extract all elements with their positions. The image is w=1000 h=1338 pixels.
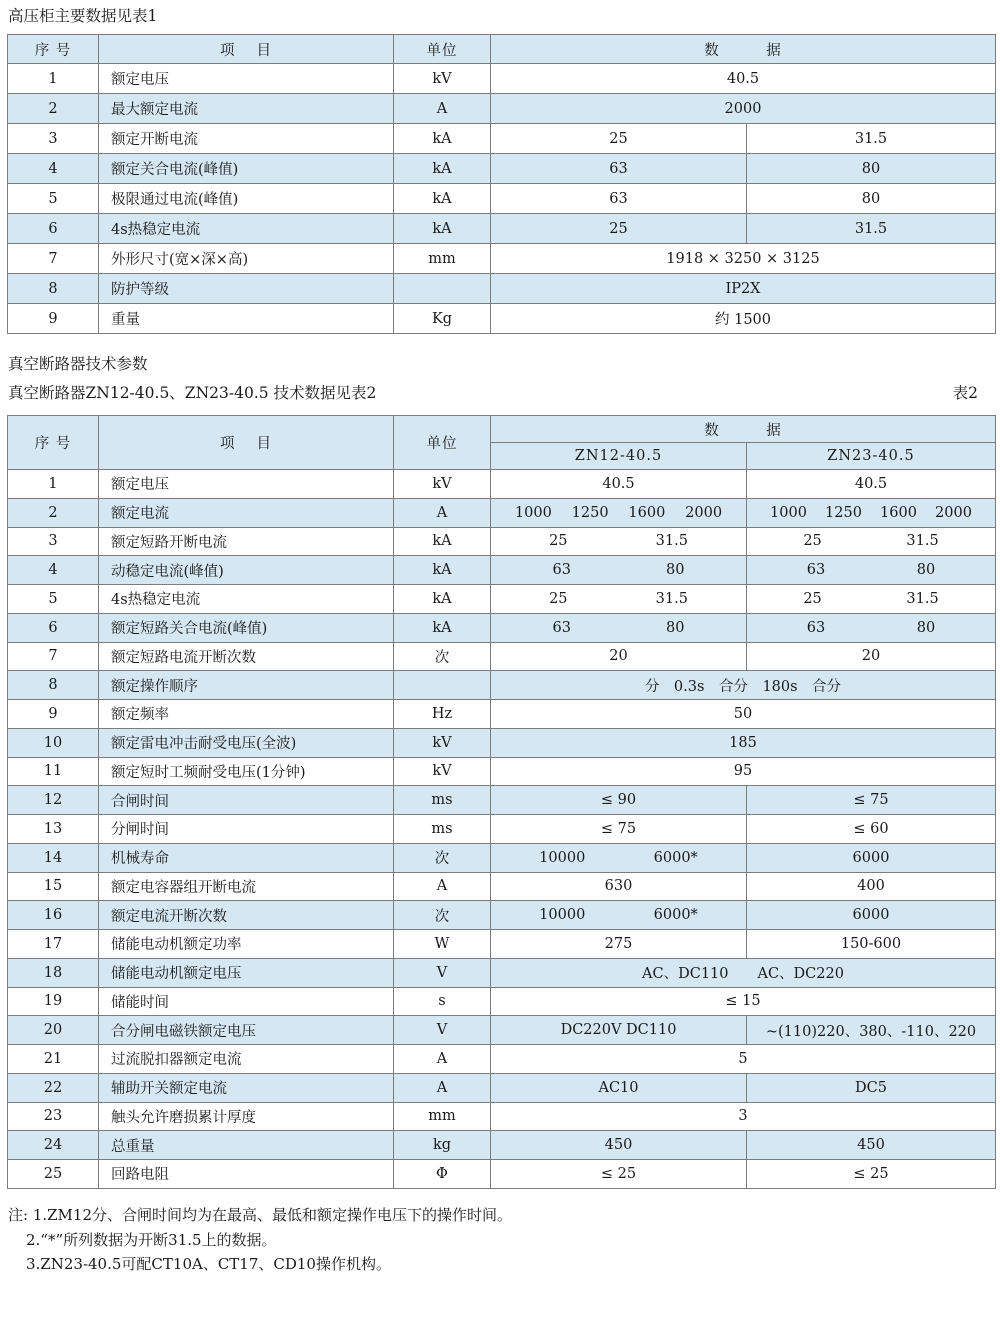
table-row bbox=[8, 872, 996, 901]
row-unit: ms bbox=[394, 815, 491, 844]
row-number: 11 bbox=[8, 757, 99, 786]
row-unit: Φ bbox=[394, 1160, 491, 1189]
row-number: 23 bbox=[8, 1102, 99, 1131]
row-item: 额定短路电流开断次数 bbox=[99, 642, 394, 671]
row-unit: A bbox=[394, 94, 491, 124]
row-item: 合闸时间 bbox=[99, 786, 394, 815]
row-unit: Hz bbox=[394, 700, 491, 729]
row-unit: 次 bbox=[394, 901, 491, 930]
row-value-b bbox=[747, 613, 996, 642]
row-value: 约 1500 bbox=[491, 304, 996, 334]
row-value: 2000 bbox=[491, 94, 996, 124]
row-value-b-part: 63 bbox=[806, 619, 826, 636]
row-unit: 次 bbox=[394, 642, 491, 671]
table-row bbox=[8, 642, 996, 671]
table-row bbox=[8, 304, 996, 334]
table-row bbox=[8, 498, 996, 527]
table-row bbox=[8, 527, 996, 556]
table2 bbox=[7, 415, 996, 1189]
row-item: 极限通过电流(峰值) bbox=[99, 184, 394, 214]
row-value-a-part: 31.5 bbox=[655, 590, 688, 607]
table-row bbox=[8, 470, 996, 499]
row-item: 额定短路关合电流(峰值) bbox=[99, 613, 394, 642]
row-value-a: 450 bbox=[491, 1131, 747, 1160]
row-value-a bbox=[491, 613, 747, 642]
row-item: 额定电压 bbox=[99, 64, 394, 94]
table-row bbox=[8, 94, 996, 124]
row-item: 回路电阻 bbox=[99, 1160, 394, 1189]
row-value: AC、DC110 AC、DC220 bbox=[491, 958, 996, 987]
row-unit: kV bbox=[394, 757, 491, 786]
table2-label: 表2 bbox=[952, 384, 978, 402]
table-row bbox=[8, 987, 996, 1016]
row-item: 额定电压 bbox=[99, 470, 394, 499]
row-value-a-part: 31.5 bbox=[655, 533, 688, 550]
table-row bbox=[8, 274, 996, 304]
row-unit: A bbox=[394, 1045, 491, 1074]
row-number: 14 bbox=[8, 843, 99, 872]
row-value-a-part: 25 bbox=[549, 533, 568, 550]
row-number: 12 bbox=[8, 786, 99, 815]
row-value: 分 0.3s 合分 180s 合分 bbox=[491, 671, 996, 700]
row-number: 24 bbox=[8, 1131, 99, 1160]
row-value-b-part: 1000 bbox=[770, 504, 807, 521]
row-value: 3 bbox=[491, 1102, 996, 1131]
table-row bbox=[8, 958, 996, 987]
row-unit: kV bbox=[394, 728, 491, 757]
table-row bbox=[8, 757, 996, 786]
row-item: 外形尺寸(宽×深×高) bbox=[99, 244, 394, 274]
row-value-b-part: 25 bbox=[803, 590, 822, 607]
row-value-a: ≤ 90 bbox=[491, 786, 747, 815]
header-unit: 单位 bbox=[394, 35, 491, 64]
row-value: 40.5 bbox=[491, 64, 996, 94]
row-number: 6 bbox=[8, 214, 99, 244]
table-row bbox=[8, 1160, 996, 1189]
row-value-a-part: 1600 bbox=[628, 504, 666, 521]
table-row bbox=[8, 901, 996, 930]
row-number: 3 bbox=[8, 124, 99, 154]
row-value-b-part: 31.5 bbox=[906, 533, 939, 550]
header-unit: 单位 bbox=[394, 416, 491, 470]
row-value-a bbox=[491, 556, 747, 585]
table2-header-row bbox=[8, 416, 996, 443]
row-value-a-part: 10000 bbox=[539, 849, 586, 866]
row-unit: kA bbox=[394, 184, 491, 214]
table1-header-row bbox=[8, 35, 996, 64]
row-value-b bbox=[747, 498, 996, 527]
row-value-a: ≤ 25 bbox=[491, 1160, 747, 1189]
row-value-b bbox=[747, 556, 996, 585]
table-row bbox=[8, 585, 996, 614]
row-value: 95 bbox=[491, 757, 996, 786]
row-number: 9 bbox=[8, 304, 99, 334]
row-item: 过流脱扣器额定电流 bbox=[99, 1045, 394, 1074]
row-value-b: 450 bbox=[747, 1131, 996, 1160]
row-number: 4 bbox=[8, 154, 99, 184]
table1-title: 高压柜主要数据见表1 bbox=[8, 7, 158, 25]
row-number: 2 bbox=[8, 498, 99, 527]
table-row bbox=[8, 815, 996, 844]
row-number: 1 bbox=[8, 470, 99, 499]
row-value-a: 63 bbox=[491, 154, 747, 184]
row-value-b: 40.5 bbox=[747, 470, 996, 499]
row-number: 13 bbox=[8, 815, 99, 844]
row-item: 重量 bbox=[99, 304, 394, 334]
row-value-a-part: 6000* bbox=[653, 849, 698, 866]
row-value-b-part: 63 bbox=[806, 562, 826, 579]
row-unit bbox=[394, 274, 491, 304]
row-value-b: ~(110)220、380、-110、220 bbox=[747, 1016, 996, 1045]
row-number: 2 bbox=[8, 94, 99, 124]
row-item: 额定电流 bbox=[99, 498, 394, 527]
row-value-b bbox=[747, 527, 996, 556]
row-value-a: AC10 bbox=[491, 1073, 747, 1102]
header-data: 数 据 bbox=[491, 416, 996, 443]
row-value-a: 630 bbox=[491, 872, 747, 901]
row-item: 额定操作顺序 bbox=[99, 671, 394, 700]
row-item: 机械寿命 bbox=[99, 843, 394, 872]
header-model-b: ZN23-40.5 bbox=[747, 443, 996, 470]
note-2: 2.“*”所列数据为开断31.5上的数据。 bbox=[26, 1230, 277, 1249]
row-number: 17 bbox=[8, 930, 99, 959]
table-row bbox=[8, 613, 996, 642]
row-item: 4s热稳定电流 bbox=[99, 214, 394, 244]
header-item: 项 目 bbox=[99, 416, 394, 470]
row-unit: kA bbox=[394, 585, 491, 614]
header-no: 序 号 bbox=[8, 35, 99, 64]
row-number: 8 bbox=[8, 671, 99, 700]
row-value-b bbox=[747, 585, 996, 614]
row-unit: W bbox=[394, 930, 491, 959]
row-value-a bbox=[491, 527, 747, 556]
row-number: 7 bbox=[8, 244, 99, 274]
row-unit: kV bbox=[394, 64, 491, 94]
row-value-a-part: 80 bbox=[666, 562, 685, 579]
row-value-a: 25 bbox=[491, 214, 747, 244]
row-item: 辅助开关额定电流 bbox=[99, 1073, 394, 1102]
row-unit: mm bbox=[394, 244, 491, 274]
header-item: 项 目 bbox=[99, 35, 394, 64]
row-value: IP2X bbox=[491, 274, 996, 304]
row-item: 额定电流开断次数 bbox=[99, 901, 394, 930]
row-unit: mm bbox=[394, 1102, 491, 1131]
row-value-b: 20 bbox=[747, 642, 996, 671]
row-value-a bbox=[491, 498, 747, 527]
table-row bbox=[8, 786, 996, 815]
row-item: 分闸时间 bbox=[99, 815, 394, 844]
table-row bbox=[8, 154, 996, 184]
row-value-a bbox=[491, 585, 747, 614]
header-model-a: ZN12-40.5 bbox=[491, 443, 747, 470]
row-value-b-part: 80 bbox=[916, 562, 936, 579]
row-item: 动稳定电流(峰值) bbox=[99, 556, 394, 585]
row-unit: Kg bbox=[394, 304, 491, 334]
row-item: 总重量 bbox=[99, 1131, 394, 1160]
table-row bbox=[8, 1016, 996, 1045]
table1 bbox=[7, 34, 996, 334]
row-unit: A bbox=[394, 498, 491, 527]
row-value-a-part: 80 bbox=[666, 619, 685, 636]
row-item: 储能时间 bbox=[99, 987, 394, 1016]
row-value-a-part: 63 bbox=[552, 562, 571, 579]
row-number: 1 bbox=[8, 64, 99, 94]
row-value-a: DC220V DC110 bbox=[491, 1016, 747, 1045]
row-value-b: 31.5 bbox=[747, 124, 996, 154]
row-unit: A bbox=[394, 872, 491, 901]
row-unit: V bbox=[394, 958, 491, 987]
note-1: 注: 1.ZM12分、合闸时间均为在最高、最低和额定操作电压下的操作时间。 bbox=[8, 1206, 513, 1224]
table2-title: 真空断路器ZN12-40.5、ZN23-40.5 技术数据见表2 bbox=[8, 384, 377, 402]
header-no: 序 号 bbox=[8, 416, 99, 470]
row-item: 储能电动机额定功率 bbox=[99, 930, 394, 959]
row-item: 额定短时工频耐受电压(1分钟) bbox=[99, 757, 394, 786]
row-unit: 次 bbox=[394, 843, 491, 872]
table-row bbox=[8, 1131, 996, 1160]
row-number: 8 bbox=[8, 274, 99, 304]
row-item: 储能电动机额定电压 bbox=[99, 958, 394, 987]
row-item: 最大额定电流 bbox=[99, 94, 394, 124]
row-value-b: 400 bbox=[747, 872, 996, 901]
table-row bbox=[8, 556, 996, 585]
row-number: 16 bbox=[8, 901, 99, 930]
table-row bbox=[8, 214, 996, 244]
row-value-a: 20 bbox=[491, 642, 747, 671]
table-row bbox=[8, 728, 996, 757]
row-value-a-part: 1000 bbox=[514, 504, 552, 521]
row-value-a: 63 bbox=[491, 184, 747, 214]
table-row bbox=[8, 1045, 996, 1074]
row-item: 额定雷电冲击耐受电压(全波) bbox=[99, 728, 394, 757]
table-row bbox=[8, 64, 996, 94]
row-value-b: ≤ 60 bbox=[747, 815, 996, 844]
row-unit: s bbox=[394, 987, 491, 1016]
row-value-b: DC5 bbox=[747, 1073, 996, 1102]
row-value-b: 80 bbox=[747, 184, 996, 214]
row-unit: A bbox=[394, 1073, 491, 1102]
row-unit: kA bbox=[394, 154, 491, 184]
row-value-a: 25 bbox=[491, 124, 747, 154]
row-value-a-part: 25 bbox=[549, 590, 568, 607]
row-value: 185 bbox=[491, 728, 996, 757]
row-number: 3 bbox=[8, 527, 99, 556]
table-row bbox=[8, 671, 996, 700]
row-value-b: 31.5 bbox=[747, 214, 996, 244]
row-value-b-part: 80 bbox=[916, 619, 936, 636]
row-value-b: 150-600 bbox=[747, 930, 996, 959]
row-value: ≤ 15 bbox=[491, 987, 996, 1016]
row-item: 触头允许磨损累计厚度 bbox=[99, 1102, 394, 1131]
row-item: 额定电容器组开断电流 bbox=[99, 872, 394, 901]
row-number: 10 bbox=[8, 728, 99, 757]
table-row bbox=[8, 843, 996, 872]
row-value-b: ≤ 25 bbox=[747, 1160, 996, 1189]
row-number: 4 bbox=[8, 556, 99, 585]
row-number: 15 bbox=[8, 872, 99, 901]
row-item: 额定开断电流 bbox=[99, 124, 394, 154]
row-value-a-part: 63 bbox=[552, 619, 571, 636]
row-value-a-part: 2000 bbox=[685, 504, 723, 521]
row-unit: kA bbox=[394, 527, 491, 556]
row-item: 额定短路开断电流 bbox=[99, 527, 394, 556]
row-value-b-part: 2000 bbox=[935, 504, 972, 521]
row-value-a: ≤ 75 bbox=[491, 815, 747, 844]
row-value-b: 6000 bbox=[747, 901, 996, 930]
table-row bbox=[8, 700, 996, 729]
row-value: 1918 × 3250 × 3125 bbox=[491, 244, 996, 274]
row-value: 5 bbox=[491, 1045, 996, 1074]
row-unit: V bbox=[394, 1016, 491, 1045]
row-number: 20 bbox=[8, 1016, 99, 1045]
row-unit: kg bbox=[394, 1131, 491, 1160]
table-row bbox=[8, 930, 996, 959]
row-value-b-part: 25 bbox=[803, 533, 822, 550]
row-value-b: 6000 bbox=[747, 843, 996, 872]
row-value-a-part: 10000 bbox=[539, 907, 586, 924]
row-unit bbox=[394, 671, 491, 700]
table-row bbox=[8, 184, 996, 214]
row-value: 50 bbox=[491, 700, 996, 729]
row-unit: kA bbox=[394, 556, 491, 585]
table-row bbox=[8, 124, 996, 154]
row-number: 19 bbox=[8, 987, 99, 1016]
row-value-b-part: 31.5 bbox=[906, 590, 939, 607]
row-unit: kA bbox=[394, 214, 491, 244]
row-number: 21 bbox=[8, 1045, 99, 1074]
row-number: 9 bbox=[8, 700, 99, 729]
row-value-a bbox=[491, 901, 747, 930]
row-item: 4s热稳定电流 bbox=[99, 585, 394, 614]
row-value-a-part: 6000* bbox=[653, 907, 698, 924]
section-title: 真空断路器技术参数 bbox=[8, 355, 148, 373]
row-item: 防护等级 bbox=[99, 274, 394, 304]
row-value-b-part: 1250 bbox=[825, 504, 862, 521]
row-number: 6 bbox=[8, 613, 99, 642]
row-unit: ms bbox=[394, 786, 491, 815]
row-value-a: 40.5 bbox=[491, 470, 747, 499]
row-unit: kV bbox=[394, 470, 491, 499]
row-number: 22 bbox=[8, 1073, 99, 1102]
row-value-a: 275 bbox=[491, 930, 747, 959]
row-unit: kA bbox=[394, 613, 491, 642]
table-row bbox=[8, 1102, 996, 1131]
row-number: 5 bbox=[8, 585, 99, 614]
row-number: 5 bbox=[8, 184, 99, 214]
note-3: 3.ZN23-40.5可配CT10A、CT17、CD10操作机构。 bbox=[26, 1255, 391, 1273]
row-value-a bbox=[491, 843, 747, 872]
row-value-b: ≤ 75 bbox=[747, 786, 996, 815]
row-unit: kA bbox=[394, 124, 491, 154]
row-number: 7 bbox=[8, 642, 99, 671]
row-item: 额定关合电流(峰值) bbox=[99, 154, 394, 184]
notes bbox=[8, 1203, 512, 1277]
row-value-a-part: 1250 bbox=[571, 504, 609, 521]
table-row bbox=[8, 1073, 996, 1102]
header-data: 数 据 bbox=[491, 35, 996, 64]
row-item: 合分闸电磁铁额定电压 bbox=[99, 1016, 394, 1045]
row-number: 25 bbox=[8, 1160, 99, 1189]
row-number: 18 bbox=[8, 958, 99, 987]
row-value-b: 80 bbox=[747, 154, 996, 184]
table-row bbox=[8, 244, 996, 274]
row-item: 额定频率 bbox=[99, 700, 394, 729]
row-value-b-part: 1600 bbox=[880, 504, 917, 521]
